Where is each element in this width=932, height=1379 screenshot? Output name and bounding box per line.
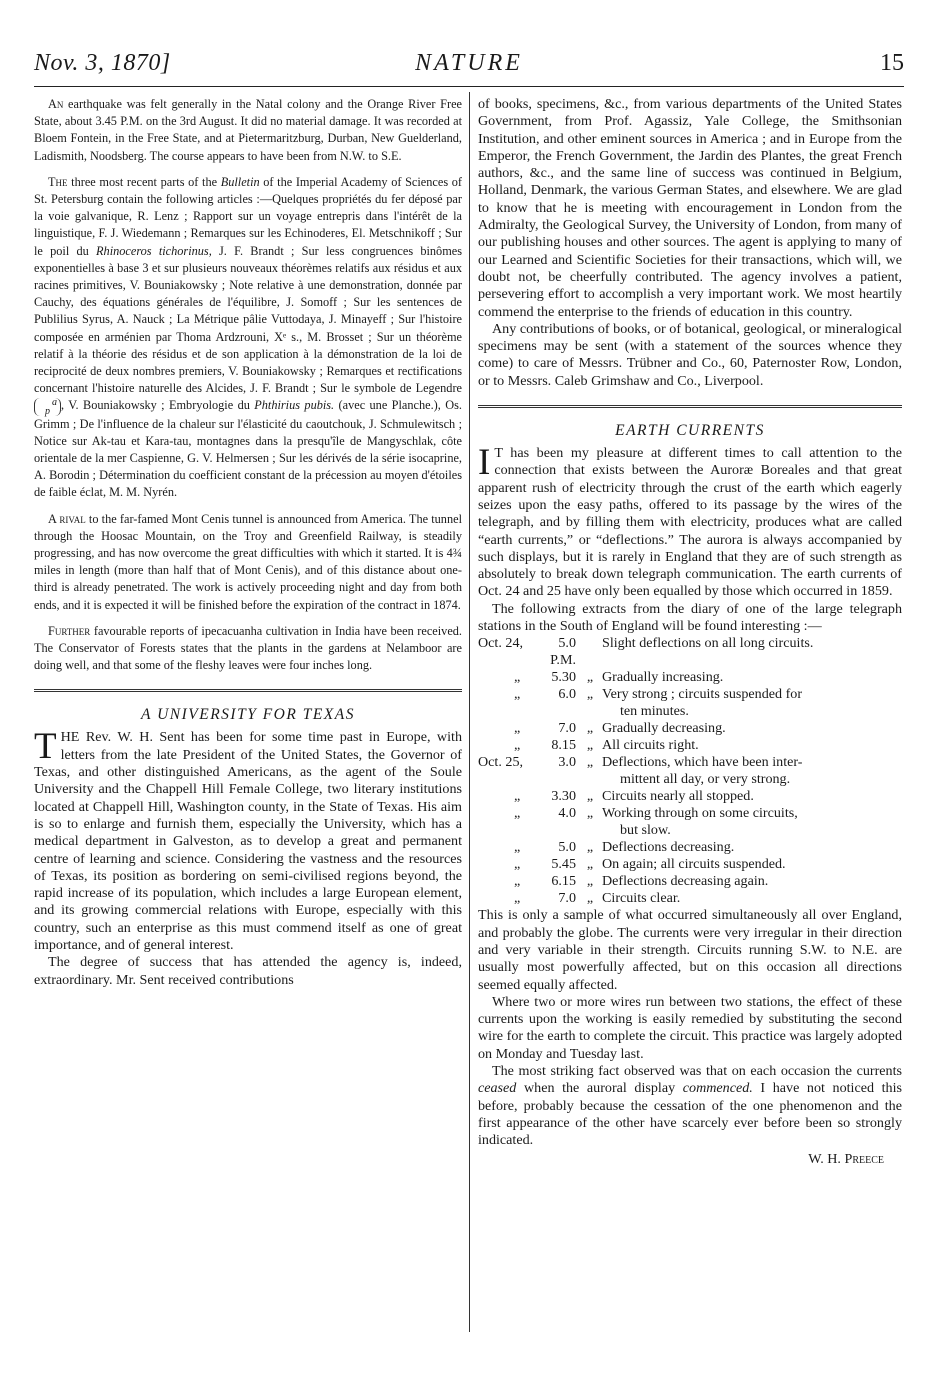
university-paragraph-2: The degree of success that has attended the agency is, indeed, extraordinary. Mr. Sent received contributions	[34, 954, 462, 988]
bulletin-title: Bulletin	[220, 174, 260, 189]
diary-ditto: „	[586, 839, 594, 856]
diary-time: 8.15	[551, 737, 576, 754]
diary-entry-continuation: ten minutes.	[620, 703, 689, 720]
paragraph-text: HE Rev. W. H. Sent has been for some time past in Europe, with letters from the late President of the United States, the Governor of Texas, and other distinguished Americans, as the agent of the Soule University and the Chappell Hill Female College, two literary institutions located at Chappell Hill, Washington county, in the State of Texas. His aim is so to enlarge and furnish them, especially the University, which has a medical department in Galveston, as to develop a great and permanent centre of learning and science. Considering the vastness and the resources of Texas, its position as bordering on semi-civilised regions beyond, the rapid increase of its population, which includes a large European element, and its growing commercial relations with Europe, especially with this country, such an enterprise as this must commend itself as one of great importance, and of general interest.	[34, 729, 462, 954]
diary-entry	[602, 635, 902, 669]
diary-date: „	[514, 873, 521, 890]
paragraph-text: The most striking fact observed was that on each occasion the currents	[492, 1062, 902, 1079]
paragraph-text: , V. Bouniakowsky ; Embryologie du	[61, 398, 255, 413]
diary-entry	[602, 839, 902, 856]
diary-entry	[602, 873, 902, 890]
paragraph-text: (avec une Planche.), Os. Grimm ; De l'influence de la chaleur sur l'élasticité du caoutchouk, J. Schmulewitsch ; Notice sur Ak-tau et Kara-tau, montagnes dans la presqu'île de Mangyschlak, côte orientale de la mer Caspienne, G. V. Helmersen ; Sur les dérivés de la série isocaprine, A. Borodin ; Détermination du coefficient constant de la précession au moyen d'étoiles de faible éclat, M. M. Nyrén.	[34, 398, 462, 500]
university-continued-paragraph: of books, specimens, &c., from various departments of the United States Government, from Prof. Agassiz, Yale College, the Smithsonian Institution, and other eminent sources in America ; and in Europe from the Emperor, the French Government, the Jardin des Plantes, the great French authors, &c., and the same line of success was continued in Belgium, Holland, Denmark, the various German States, and elsewhere. We are glad to know that he is meeting with encouragement in London from the Admiralty, the Geological Survey, the University of London, from many of our publishing houses and other sources. The agent is applying to many of our Learned and Scientific Societies for their transactions, which will, we doubt not, be cheerfully contributed. The agency involves a patient, persevering effort to accomplish a very important work. We most heartily commend the enterprise to the friends of education in this country.	[478, 96, 902, 320]
legendre-top: a	[52, 396, 57, 408]
diary-ditto: „	[586, 873, 594, 890]
diary-entry-text: Deflections decreasing.	[602, 839, 735, 856]
earth-currents-section-title: EARTH CURRENTS	[615, 422, 765, 440]
page-number: 15	[880, 50, 904, 76]
paragraph-text: J. F. Brandt ; Sur less congruences binômes exponentielles à base 3 et sur plusieurs nouveaux théorèmes relatifs aux résidus et aux racines primitives, V. Bouniakowsky ; Note relative à une demonstration, donnée par Cauchy, des équations générales de l'équilibre, J. Somoff ; Sur les sentences de Publilius Syrus, A. Nauck ; La Métrique pâlie Vuttodaya, J. Minayeff ; Sur l'histoire composée en arménien par Thoma Ardzrouni, Xᵉ s., M. Brosset ; Sur un théorème relatif à la théorie des résidus et de son application à la démonstration de la loi de reciprocité de deux nombres premiers, V. Bouniakowsky ; Remarques et rectifications concernant l'histoire naturelle des Alcides, J. F. Brandt ; Sur le symbole de Legendre	[34, 243, 463, 396]
diary-entry-text: Working through on some circuits,	[602, 805, 798, 822]
diary-row	[478, 635, 902, 669]
diary-ditto: „	[586, 737, 594, 754]
diary-entry-text: Deflections, which have been inter-	[602, 754, 803, 771]
paragraph-text: three most recent parts of the	[67, 174, 221, 189]
left-column	[34, 96, 462, 989]
emphasis-commenced: commenced.	[682, 1080, 753, 1097]
paragraph-text: earthquake was felt generally in the Natal colony and the Orange River Free State, about 3.45 P.M. on the 3rd August. It did no material damage. It was recorded at Bloem Fontein, in the Free State, and at Pietermaritzburg, Durban, New Guelderland, Ladismith, Noodsberg. The course appears to have been from N.W. to S.E.	[34, 97, 462, 163]
diary-row	[478, 805, 902, 839]
university-paragraph-1	[34, 726, 462, 954]
paragraph-lead: A rival	[48, 511, 86, 526]
diary-time: 5.45	[551, 856, 576, 873]
earth-currents-paragraph-1	[478, 442, 902, 601]
natal-earthquake-paragraph	[34, 96, 462, 165]
diary-row	[478, 890, 902, 907]
diary-ditto: „	[586, 890, 594, 907]
diary-entry	[602, 890, 902, 907]
diary-date: „	[514, 737, 521, 754]
diary-ditto: „	[586, 788, 594, 805]
diary-time: 7.0	[558, 720, 576, 737]
rival-tunnel-paragraph	[34, 511, 462, 614]
diary-row	[478, 788, 902, 805]
diary-row	[478, 669, 902, 686]
diary-entry-text: Circuits clear.	[602, 890, 681, 907]
diary-date: „	[514, 686, 521, 703]
drop-cap: I	[478, 442, 491, 484]
drop-cap: T	[34, 726, 57, 768]
ipecacuanha-paragraph	[34, 623, 462, 675]
university-body	[34, 726, 462, 988]
diary-date: „	[514, 839, 521, 856]
diary-ditto: „	[586, 669, 594, 686]
legendre-symbol	[34, 398, 61, 416]
page-header	[34, 50, 904, 84]
header-rule	[34, 86, 904, 87]
diary-row	[478, 839, 902, 856]
diary-date: „	[514, 720, 521, 737]
diary-row	[478, 856, 902, 873]
diary-entry-text: On again; all circuits suspended.	[602, 856, 786, 873]
diary-date: Oct. 25,	[478, 754, 524, 771]
paragraph-text: I have not noticed this before, probably because the cessation of the one phenomenon and the first appearance of the other have scarcely ever before been so strongly indicated.	[478, 1080, 902, 1149]
diary-ditto: „	[586, 754, 594, 771]
diary-entry-text: Slight deflections on all long circuits.	[602, 635, 814, 652]
diary-entry	[602, 669, 902, 686]
species-name: Rhinoceros tichorinus,	[96, 243, 212, 258]
earth-currents-paragraph-3: This is only a sample of what occurred simultaneously all over England, and probably the globe. The currents were very irregular in their direction and very variable in their strength. Circuits running S.W. to N.E. are usually most powerfully affected, but on this occasion all directions seemed equally affected.	[478, 907, 902, 993]
diary-entry-text: Gradually decreasing.	[602, 720, 726, 737]
diary-ditto: „	[586, 720, 594, 737]
university-section-title: A UNIVERSITY FOR TEXAS	[141, 706, 355, 724]
diary-time: 3.0	[558, 754, 576, 771]
diary-date: Oct. 24,	[478, 635, 524, 652]
column-divider	[469, 92, 470, 1332]
diary-date: „	[514, 856, 521, 873]
species-name: Phthirius pubis.	[254, 398, 335, 413]
diary-row	[478, 686, 902, 720]
diary-time: 5.0	[558, 839, 576, 856]
section-rule	[34, 689, 462, 692]
diary-entry-text: Gradually increasing.	[602, 669, 724, 686]
paragraph-lead: An	[48, 97, 64, 111]
diary-entry-text: Circuits nearly all stopped.	[602, 788, 754, 805]
diary-ditto: „	[586, 686, 594, 703]
earth-currents-paragraph-5	[478, 1063, 902, 1149]
diary-entry-text: Deflections decreasing again.	[602, 873, 769, 890]
legendre-bottom: p	[45, 405, 50, 417]
diary-entry	[602, 788, 902, 805]
diary-time: 4.0	[558, 805, 576, 822]
diary-entry-text: All circuits right.	[602, 737, 699, 754]
diary-row	[478, 873, 902, 890]
author-signature: W. H. Preece	[808, 1151, 884, 1168]
diary-entry	[602, 754, 902, 788]
diary-entry	[602, 686, 902, 720]
earth-currents-paragraph-4: Where two or more wires run between two stations, the effect of these currents upon the working is easily remedied by substituting the second wire for the earth to complete the circuit. This practice was largely adopted on Monday and Tuesday last.	[478, 993, 902, 1062]
earth-currents-paragraph-2: The following extracts from the diary of one of the large telegraph stations in the South of England will be found interesting :—	[478, 600, 902, 635]
bulletin-paragraph	[34, 174, 462, 502]
diary-table	[478, 635, 902, 907]
diary-ditto: „	[586, 856, 594, 873]
diary-date: „	[514, 805, 521, 822]
diary-time: 6.0	[558, 686, 576, 703]
paragraph-text: when the auroral display	[516, 1080, 683, 1097]
diary-ditto	[578, 635, 602, 669]
paragraph-lead: The	[48, 174, 68, 189]
paragraph-text: of the Imperial Academy of Sciences of St. Petersburg contain the following articles :—Quelques propriétés du fer déposé par la voie galvanique, R. Lenz ; Rapport sur un voyage entrepris dans l'intérêt de la linguistique, F. J. Wiedemann ; Remarques sur les Echinoderes, El. Metschnikoff ; Sur le poil du	[34, 174, 462, 258]
diary-entry	[602, 805, 902, 839]
journal-title: NATURE	[415, 50, 523, 76]
diary-row	[478, 737, 902, 754]
paragraph-text: favourable reports of ipecacuanha cultivation in India have been received. The Conservator of Forests states that the plants in the gardens at Nelamboor are doing well, and that some of the fleshy leaves were four inches long.	[34, 623, 462, 673]
paragraph-text: to the far-famed Mont Cenis tunnel is announced from America. The tunnel through the Hoosac Mountain, on the Troy and Greenfield Railway, is steadily progressing, and has now overcome the great difficulties with which it started. It is 4¾ miles in length (more than half that of Mont Cenis), and of this distance about one-third is already penetrated. The work is actively proceeding night and day from both ends, and it is expected it will be finished before the expiration of the contract in 1874.	[34, 511, 462, 612]
diary-ditto: „	[586, 805, 594, 822]
diary-time: 7.0	[558, 890, 576, 907]
right-column	[478, 96, 902, 1168]
diary-date: „	[514, 669, 521, 686]
diary-row	[478, 720, 902, 737]
diary-date: „	[514, 890, 521, 907]
diary-entry	[602, 856, 902, 873]
diary-date: „	[514, 788, 521, 805]
diary-entry-continuation: mittent all day, or very strong.	[620, 771, 791, 788]
emphasis-ceased: ceased	[478, 1080, 517, 1097]
diary-entry	[602, 720, 902, 737]
diary-row	[478, 754, 902, 788]
diary-entry	[602, 737, 902, 754]
issue-date: Nov. 3, 1870]	[34, 50, 171, 76]
diary-entry-text: Very strong ; circuits suspended for	[602, 686, 803, 703]
diary-entry-continuation: but slow.	[620, 822, 671, 839]
paragraph-text: T has been my pleasure at different times to call attention to the connection that exists between the Auroræ Boreales and that great apparent rush of electricity through the crust of the earth which eagerly seizes upon the easy paths, offered to its passage by the wires of the telegraph, and by filling them with electricity, produces what are called “earth currents,” or “deflections.” The aurora is always accompanied by such displays, but it is rarely in England that they are of such strength as absolutely to break down telegraph communication. The earth currents of Oct. 24 and 25 have only been equalled by those which occurred in 1859.	[478, 445, 902, 600]
diary-time: 5.0 P.M.	[550, 635, 576, 669]
paragraph-lead: Further	[48, 623, 91, 638]
diary-time: 3.30	[551, 788, 576, 805]
contributions-paragraph: Any contributions of books, or of botanical, geological, or mineralogical specimens may be sent (with a statement of the sources whence they come) to care of Messrs. Trübner and Co., 60, Paternoster Row, London, or to Messrs. Caleb Grimshaw and Co., Liverpool.	[478, 320, 902, 389]
diary-time: 6.15	[551, 873, 576, 890]
diary-time: 5.30	[551, 669, 576, 686]
earth-currents-body	[478, 442, 902, 1168]
section-rule	[478, 405, 902, 408]
